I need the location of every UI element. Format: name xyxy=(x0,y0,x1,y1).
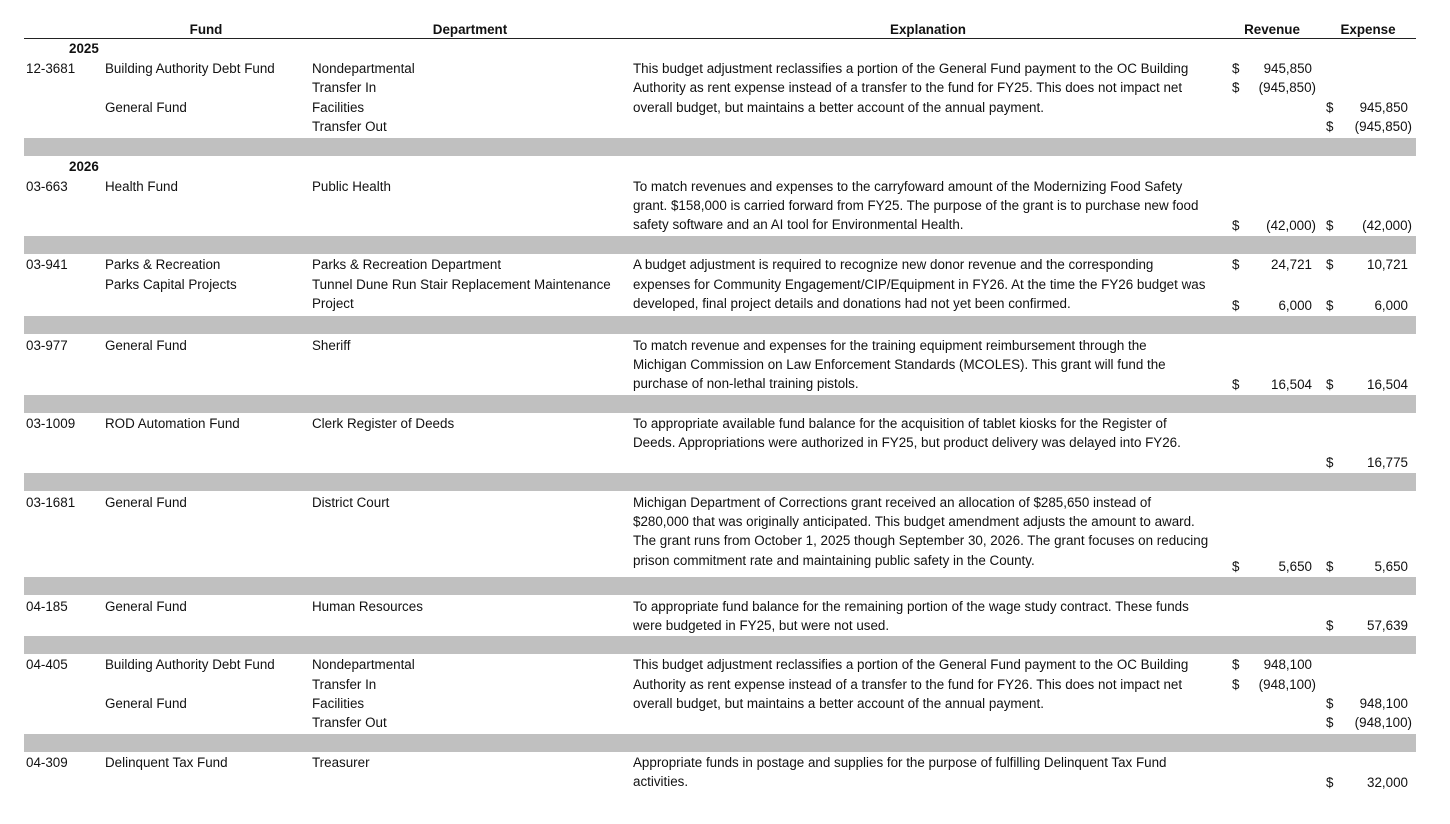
row-separator xyxy=(24,236,1416,254)
header-fund: Fund xyxy=(189,22,223,37)
expense-amount: 16,775 xyxy=(1367,455,1408,470)
revenue-currency: $ xyxy=(1232,257,1240,272)
explanation-line: Authority as rent expense instead of a transfer to the fund for FY25. This does not impact net xyxy=(633,80,1183,95)
fund-name: Parks & Recreation xyxy=(105,257,221,272)
explanation-line: safety software and an AI tool for Environmental Health. xyxy=(633,217,964,232)
expense-currency: $ xyxy=(1326,377,1334,392)
fund-name: General Fund xyxy=(105,100,187,115)
revenue-currency: $ xyxy=(1232,657,1240,672)
header-department: Department xyxy=(432,22,508,37)
expense-amount: 5,650 xyxy=(1374,559,1408,574)
department-name: Human Resources xyxy=(312,599,423,614)
explanation-line: Appropriate funds in postage and supplies for the purpose of fulfilling Delinquent Tax Fund xyxy=(633,755,1167,770)
expense-amount: (42,000) xyxy=(1362,218,1412,233)
department-name: Transfer In xyxy=(312,80,377,95)
fund-name: General Fund xyxy=(105,696,187,711)
explanation-line: This budget adjustment reclassifies a portion of the General Fund payment to the OC Building xyxy=(633,657,1189,672)
entry-id: 04-309 xyxy=(26,755,68,770)
entry-id: 03-977 xyxy=(26,338,68,353)
row-separator xyxy=(24,395,1416,413)
entry-id: 12-3681 xyxy=(26,61,76,76)
explanation-line: To appropriate fund balance for the remaining portion of the wage study contract. These funds xyxy=(633,599,1189,614)
entry-id: 03-941 xyxy=(26,257,68,272)
explanation-line: expenses for Community Engagement/CIP/Equipment in FY26. At the time the FY26 budget was xyxy=(633,277,1206,292)
expense-amount: 6,000 xyxy=(1374,298,1408,313)
expense-currency: $ xyxy=(1326,618,1334,633)
expense-amount: (948,100) xyxy=(1354,715,1412,730)
department-name: Facilities xyxy=(312,100,365,115)
department-name: Facilities xyxy=(312,696,365,711)
expense-amount: 32,000 xyxy=(1367,775,1408,790)
header-rule xyxy=(24,38,1416,39)
entry-id: 04-405 xyxy=(26,657,68,672)
expense-currency: $ xyxy=(1326,715,1334,730)
revenue-amount: (42,000) xyxy=(1266,218,1316,233)
explanation-line: A budget adjustment is required to recognize new donor revenue and the corresponding xyxy=(633,257,1154,272)
revenue-currency: $ xyxy=(1232,80,1240,95)
department-name: Clerk Register of Deeds xyxy=(312,416,455,431)
department-name: District Court xyxy=(312,495,390,510)
row-separator xyxy=(24,577,1416,595)
row-separator xyxy=(24,636,1416,654)
explanation-line: Michigan Commission on Law Enforcement Standards (MCOLES). This grant will fund the xyxy=(633,357,1166,372)
entry-id: 03-663 xyxy=(26,179,68,194)
fund-name: Building Authority Debt Fund xyxy=(105,61,275,76)
expense-amount: 945,850 xyxy=(1359,100,1408,115)
explanation-line: $280,000 that was originally anticipated. This budget amendment adjusts the amount to award. xyxy=(633,514,1195,529)
explanation-line: Deeds. Appropriations were authorized in FY25, but product delivery was delayed into FY26. xyxy=(633,435,1181,450)
explanation-line: This budget adjustment reclassifies a portion of the General Fund payment to the OC Building xyxy=(633,61,1189,76)
explanation-line: To match revenues and expenses to the carryfoward amount of the Modernizing Food Safety xyxy=(633,179,1183,194)
department-name: Public Health xyxy=(312,179,391,194)
explanation-line: were budgeted in FY25, but were not used. xyxy=(633,618,890,633)
row-separator xyxy=(24,316,1416,334)
revenue-currency: $ xyxy=(1232,218,1240,233)
row-separator xyxy=(24,734,1416,752)
expense-currency: $ xyxy=(1326,559,1334,574)
explanation-line: To match revenue and expenses for the training equipment reimbursement through the xyxy=(633,338,1147,353)
revenue-currency: $ xyxy=(1232,298,1240,313)
header-revenue: Revenue xyxy=(1244,22,1300,37)
fund-name: General Fund xyxy=(105,338,187,353)
expense-amount: 10,721 xyxy=(1367,257,1408,272)
explanation-line: overall budget, but maintains a better account of the annual payment. xyxy=(633,696,1044,711)
explanation-line: prison commitment rate and maintaining public safety in the County. xyxy=(633,553,1035,568)
fund-name: General Fund xyxy=(105,599,187,614)
fund-name: Building Authority Debt Fund xyxy=(105,657,275,672)
explanation-line: activities. xyxy=(633,774,689,789)
revenue-amount: 16,504 xyxy=(1271,377,1312,392)
department-name: Nondepartmental xyxy=(312,61,415,76)
revenue-currency: $ xyxy=(1232,61,1240,76)
expense-currency: $ xyxy=(1326,257,1334,272)
expense-currency: $ xyxy=(1326,100,1334,115)
department-name: Project xyxy=(312,296,354,311)
year-heading: 2025 xyxy=(69,41,99,56)
department-name: Transfer Out xyxy=(312,119,387,134)
revenue-amount: 945,850 xyxy=(1263,61,1312,76)
revenue-amount: 24,721 xyxy=(1271,257,1312,272)
fund-name: Health Fund xyxy=(105,179,178,194)
department-name: Transfer Out xyxy=(312,715,387,730)
department-name: Tunnel Dune Run Stair Replacement Maintenance xyxy=(312,277,611,292)
explanation-line: To appropriate available fund balance for the acquisition of tablet kiosks for the Register of xyxy=(633,416,1167,431)
fund-name: ROD Automation Fund xyxy=(105,416,240,431)
explanation-line: The grant runs from October 1, 2025 though September 30, 2026. The grant focuses on reducing xyxy=(633,533,1209,548)
department-name: Treasurer xyxy=(312,755,370,770)
header-explanation: Explanation xyxy=(890,22,966,37)
expense-amount: 948,100 xyxy=(1359,696,1408,711)
fund-name: Parks Capital Projects xyxy=(105,277,237,292)
explanation-line: purchase of non-lethal training pistols. xyxy=(633,376,859,391)
entry-id: 03-1681 xyxy=(26,495,76,510)
expense-currency: $ xyxy=(1326,298,1334,313)
revenue-currency: $ xyxy=(1232,559,1240,574)
expense-currency: $ xyxy=(1326,696,1334,711)
revenue-amount: 5,650 xyxy=(1278,559,1312,574)
fund-name: General Fund xyxy=(105,495,187,510)
entry-id: 03-1009 xyxy=(26,416,76,431)
department-name: Sheriff xyxy=(312,338,351,353)
row-separator xyxy=(24,138,1416,156)
revenue-amount: (948,100) xyxy=(1258,677,1316,692)
revenue-currency: $ xyxy=(1232,377,1240,392)
header-expense: Expense xyxy=(1340,22,1396,37)
explanation-line: grant. $158,000 is carried forward from FY25. The purpose of the grant is to purchase new food xyxy=(633,198,1199,213)
explanation-line: Michigan Department of Corrections grant received an allocation of $285,650 instead of xyxy=(633,495,1152,510)
department-name: Nondepartmental xyxy=(312,657,415,672)
department-name: Parks & Recreation Department xyxy=(312,257,502,272)
expense-amount: (945,850) xyxy=(1354,119,1412,134)
entry-id: 04-185 xyxy=(26,599,68,614)
expense-currency: $ xyxy=(1326,455,1334,470)
expense-currency: $ xyxy=(1326,119,1334,134)
expense-amount: 16,504 xyxy=(1367,377,1408,392)
revenue-amount: 6,000 xyxy=(1278,298,1312,313)
revenue-amount: (945,850) xyxy=(1258,80,1316,95)
explanation-line: developed, final project details and donations had not yet been confirmed. xyxy=(633,296,1071,311)
department-name: Transfer In xyxy=(312,677,377,692)
expense-currency: $ xyxy=(1326,218,1334,233)
fund-name: Delinquent Tax Fund xyxy=(105,755,228,770)
row-separator xyxy=(24,473,1416,491)
revenue-amount: 948,100 xyxy=(1263,657,1312,672)
revenue-currency: $ xyxy=(1232,677,1240,692)
year-heading: 2026 xyxy=(69,159,99,174)
explanation-line: overall budget, but maintains a better account of the annual payment. xyxy=(633,100,1044,115)
expense-currency: $ xyxy=(1326,775,1334,790)
expense-amount: 57,639 xyxy=(1367,618,1408,633)
explanation-line: Authority as rent expense instead of a transfer to the fund for FY26. This does not impact net xyxy=(633,677,1183,692)
